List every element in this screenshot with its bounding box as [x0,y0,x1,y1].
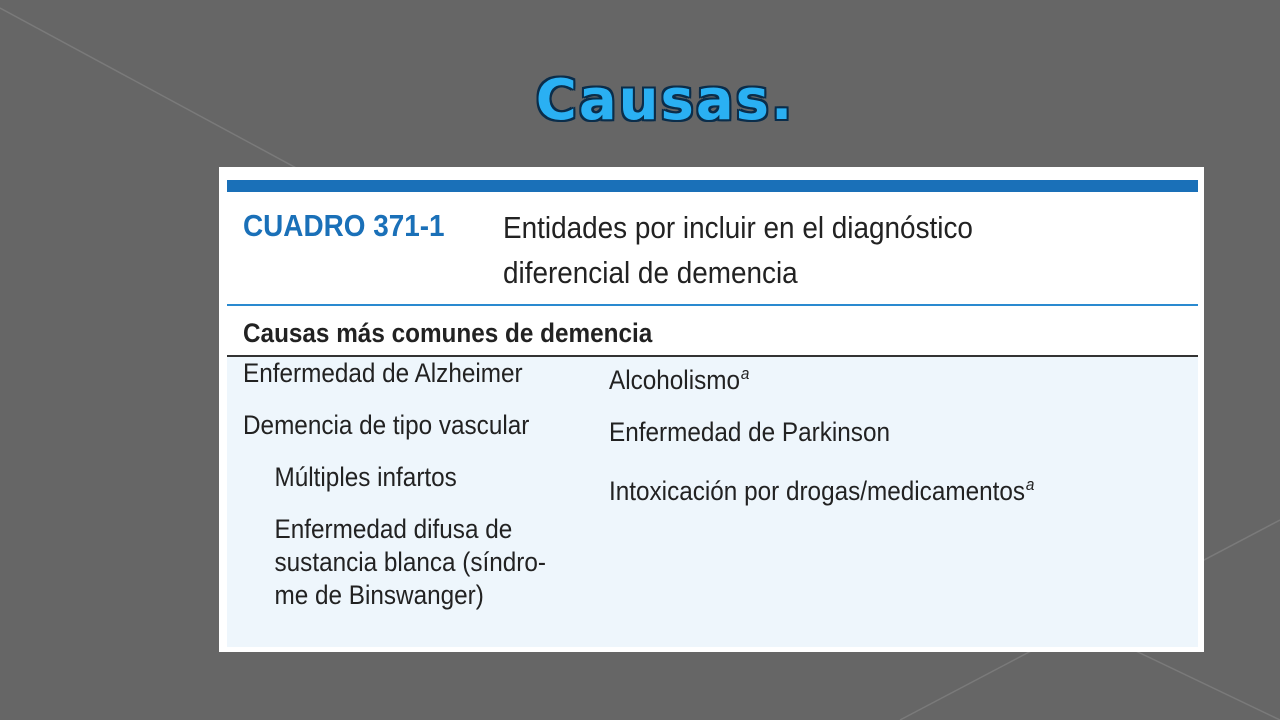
cause-subitem-line: me de Binswanger) [274,580,484,610]
cause-item: Enfermedad de Alzheimer [243,358,523,388]
cause-item [609,468,1113,508]
table-title-line: diferencial de demencia [503,255,798,290]
table-number: CUADRO 371-1 [243,208,445,243]
caption-divider [227,304,1198,306]
table-title-line: Entidades por incluir en el diagnóstico [503,210,973,245]
slide-title: Causas. [535,68,795,133]
table-body [227,357,1198,647]
cause-subitem [243,513,567,612]
footnote-marker: a [740,364,750,383]
table-title [503,205,1043,295]
table-top-rule [227,180,1198,192]
cause-subitem: Múltiples infartos [274,462,457,492]
cause-item-text: Alcoholismo [609,365,741,395]
section-heading: Causas más comunes de demencia [243,318,653,348]
right-column [609,357,1169,527]
cause-subitem-line: Enfermedad difusa de [274,514,513,544]
left-column [243,357,603,631]
cause-item-text: Intoxicación por drogas/medicamentos [609,476,1026,506]
cause-subitem-line: sustancia blanca (síndro- [274,547,546,577]
differential-diagnosis-table [219,167,1204,652]
cause-item: Demencia de tipo vascular [243,410,530,440]
cause-item [609,357,1113,397]
footnote-marker: a [1025,475,1035,494]
table-caption [243,205,1193,295]
cause-item: Enfermedad de Parkinson [609,417,890,447]
